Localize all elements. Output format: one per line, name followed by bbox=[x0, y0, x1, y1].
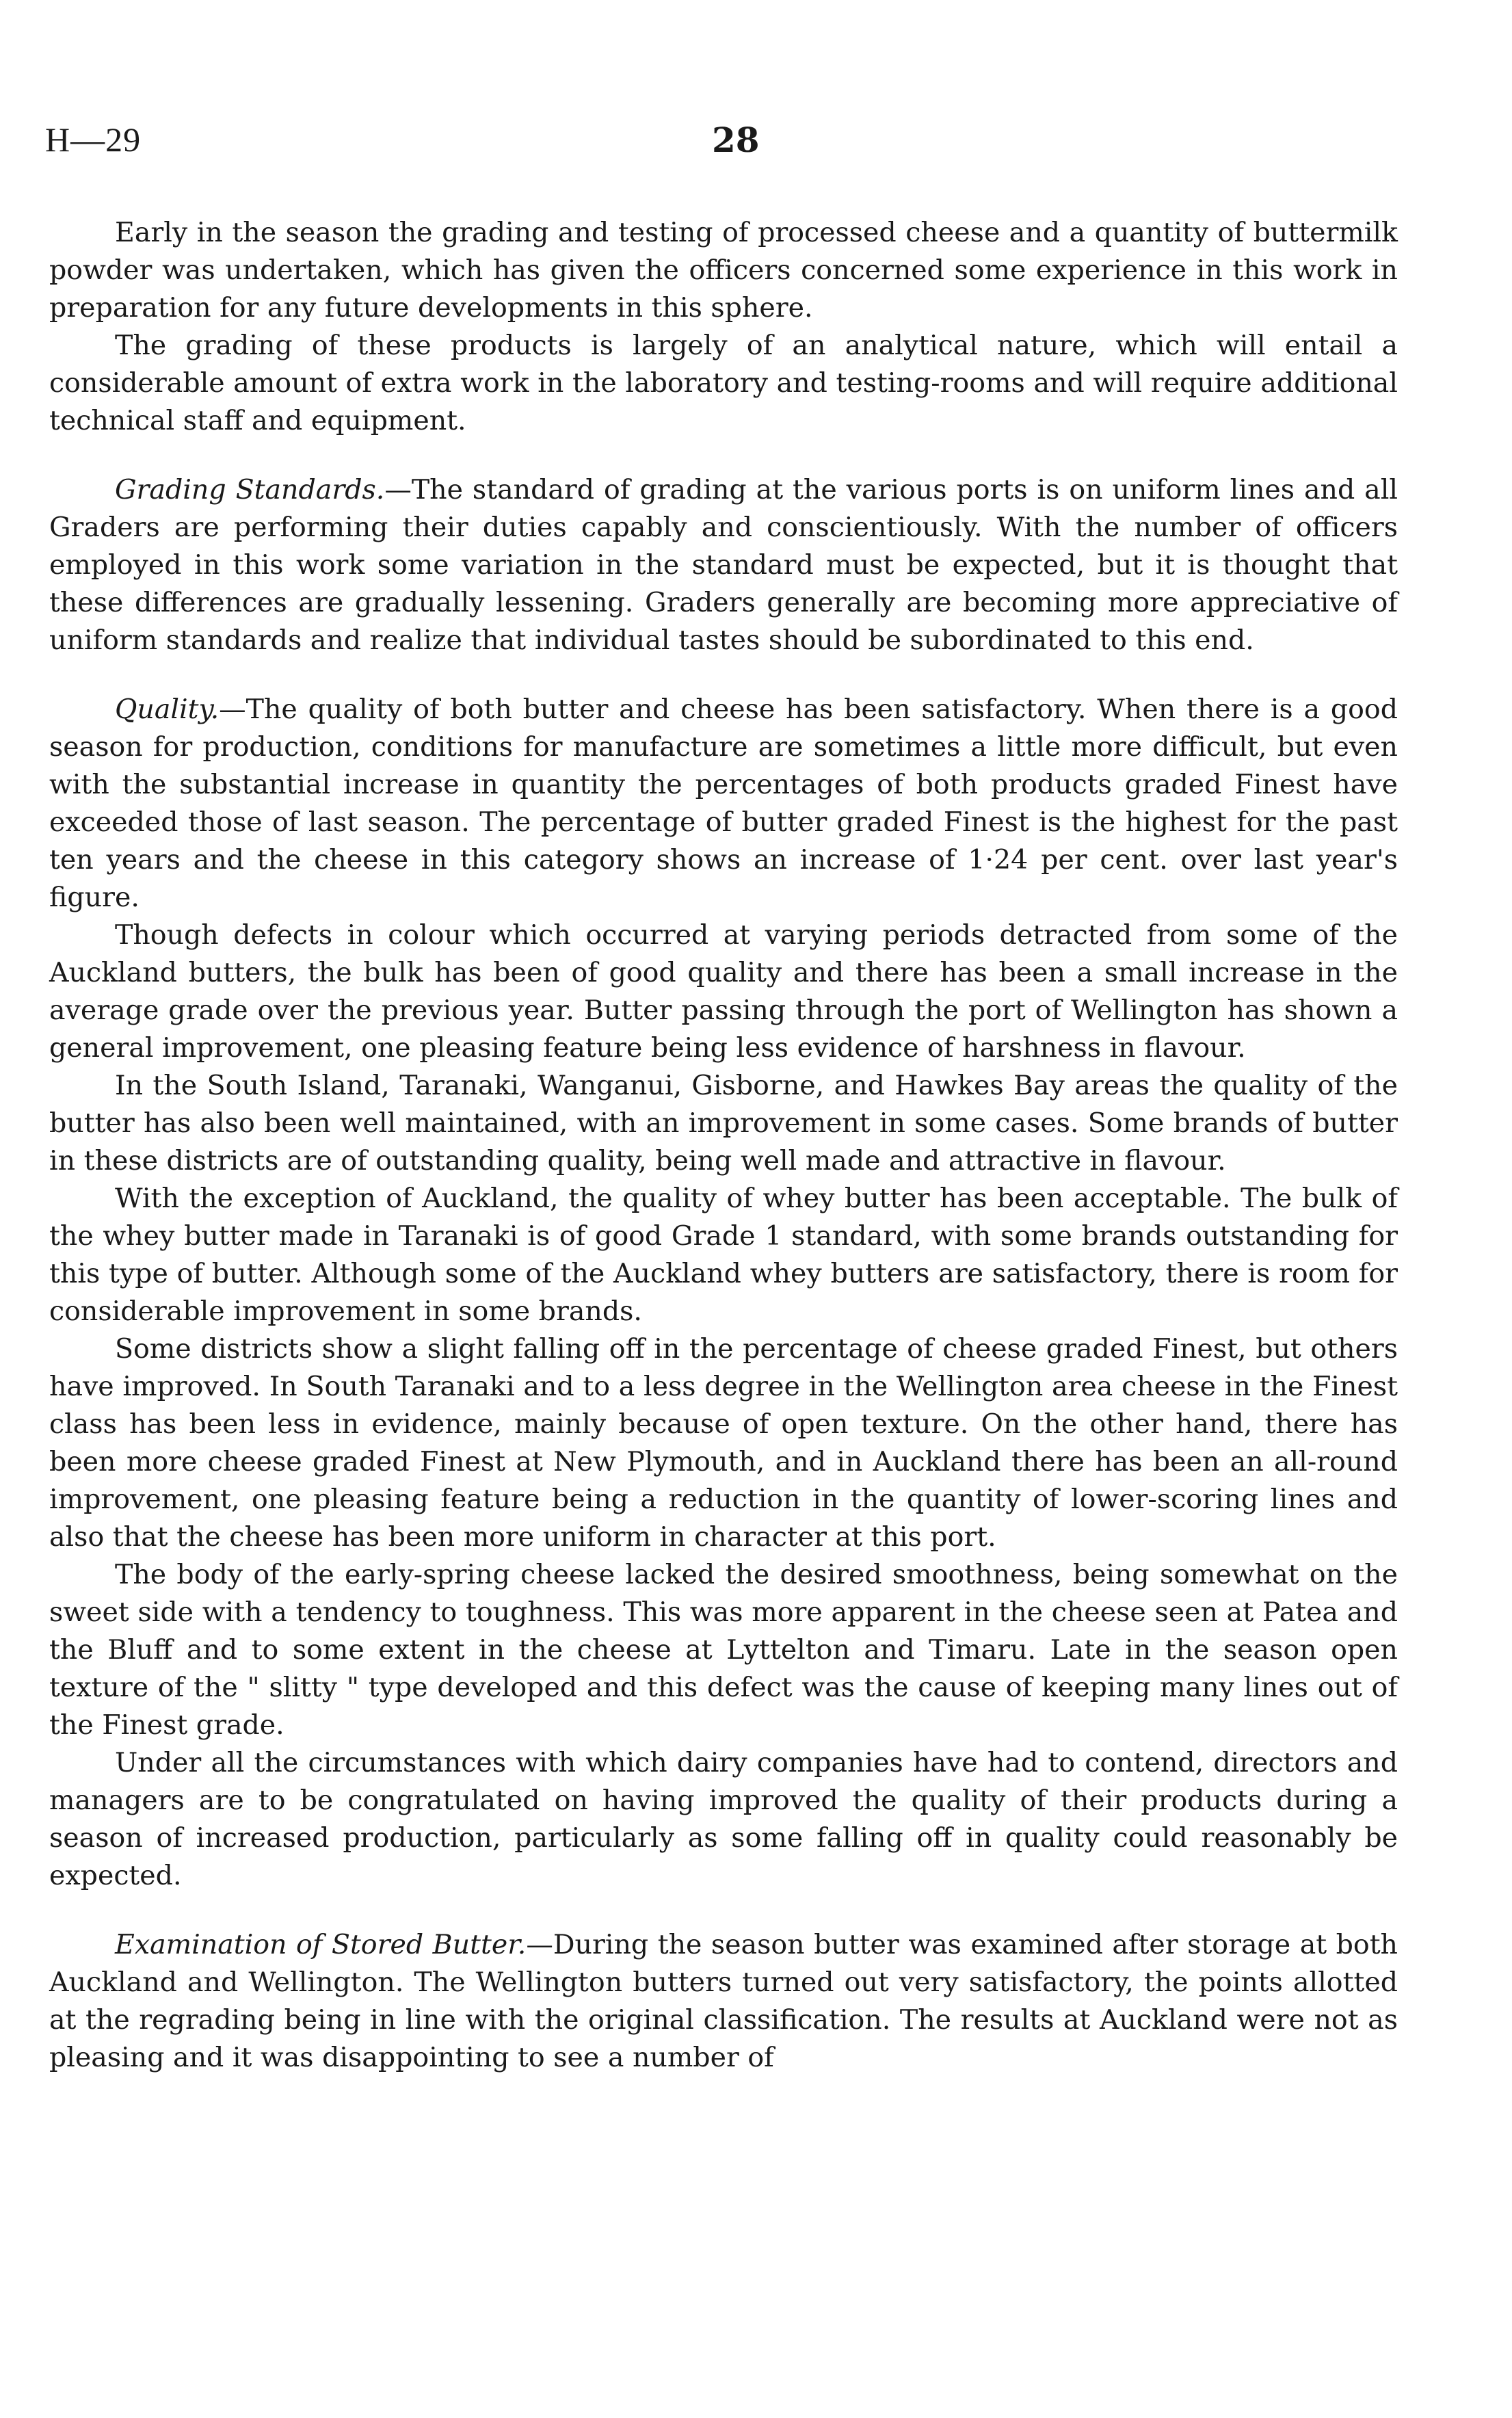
document-code: H—29 bbox=[45, 120, 142, 159]
paragraph-analytical-grading bbox=[49, 327, 1398, 440]
paragraph-auckland-butters bbox=[49, 917, 1398, 1067]
section-heading-stored-butter: Examination of Stored Butter. bbox=[115, 1929, 527, 1960]
paragraph-text: The grading of these products is largely of an analytical nature, which will entail a considerable amount of extra work in the laboratory and testing-rooms and will require additional technical staff and equipment. bbox=[49, 330, 1398, 436]
paragraph-circumstances bbox=[49, 1744, 1398, 1895]
paragraph-stored-butter bbox=[49, 1926, 1398, 2077]
paragraph-text: Though defects in colour which occurred at varying periods detracted from some of the Auckland butters, the bulk has been of good quality and there has been a small increase in the average grade over the previous year. Butter passing through the port of Wellington has shown a general improvement, one pleasing feature being less evidence of harshness in flavour. bbox=[49, 919, 1398, 1064]
paragraph-cheese-districts bbox=[49, 1330, 1398, 1556]
section-heading-grading-standards: Grading Standards. bbox=[115, 474, 385, 505]
paragraph-text: The body of the early-spring cheese lacked the desired smoothness, being somewhat on the sweet side with a tendency to toughness. This was more apparent in the cheese seen at Patea and the Bluff and to some extent in the cheese at Lyttelton and Timaru. Late in the season open texture of the " slitty " type developed and this defect was the cause of keeping many lines out of the Finest grade. bbox=[49, 1559, 1398, 1741]
page-number: 28 bbox=[712, 120, 760, 160]
paragraph-grading-standards bbox=[49, 471, 1398, 659]
paragraph-text: —The quality of both butter and cheese has been satisfactory. When there is a good season for production, conditions for manufacture are sometimes a little more difficult, but even with the substantial increase in quantity the percentages of both products graded Finest have exceeded those of last season. The percentage of butter graded Finest is the highest for the past ten years and the cheese in this category shows an increase of 1·24 per cent. over last year's figure. bbox=[49, 694, 1398, 913]
paragraph-text: —The standard of grading at the various ports is on uniform lines and all Graders are performing their duties capably and conscientiously. With the number of officers employed in this work some variation in the standard must be expected, but it is thought that these differences are gradually lessening. Graders generally are becoming more appreciative of uniform standards and realize that individual tastes should be subordinated to this end. bbox=[49, 474, 1398, 656]
section-heading-quality: Quality. bbox=[115, 694, 220, 725]
paragraph-processed-cheese bbox=[49, 214, 1398, 327]
paragraph-south-island bbox=[49, 1067, 1398, 1180]
page-header bbox=[45, 120, 1413, 174]
paragraph-text: Early in the season the grading and testing of processed cheese and a quantity of buttermilk powder was undertaken, which has given the officers concerned some experience in this work in preparation for any future developments in this sphere. bbox=[49, 217, 1398, 324]
paragraph-text: In the South Island, Taranaki, Wanganui, Gisborne, and Hawkes Bay areas the quality of the butter has also been well maintained, with an improvement in some cases. Some brands of butter in these districts are of outstanding quality, being well made and attractive in flavour. bbox=[49, 1070, 1398, 1177]
paragraph-quality bbox=[49, 691, 1398, 917]
paragraph-text: With the exception of Auckland, the quality of whey butter has been acceptable. The bulk of the whey butter made in Taranaki is of good Grade 1 standard, with some brands outstanding for this type of butter. Although some of the Auckland whey butters are satisfactory, there is room for considerable improvement in some brands. bbox=[49, 1183, 1398, 1327]
paragraph-text: Some districts show a slight falling off in the percentage of cheese graded Finest, but others have improved. In South Taranaki and to a less degree in the Wellington area cheese in the Finest class has been less in evidence, mainly because of open texture. On the other hand, there has been more cheese graded Finest at New Plymouth, and in Auckland there has been an all-round improvement, one pleasing feature being a reduction in the quantity of lower-scoring lines and also that the cheese has been more uniform in character at this port. bbox=[49, 1333, 1398, 1553]
body-text bbox=[49, 214, 1398, 2077]
paragraph-text: Under all the circumstances with which dairy companies have had to contend, directors and managers are to be congratulated on having improved the quality of their products during a season of increased production, particularly as some falling off in quality could reasonably be expected. bbox=[49, 1747, 1398, 1891]
paragraph-text: —During the season butter was examined after storage at both Auckland and Wellington. The Wellington butters turned out very satisfactory, the points allotted at the regrading being in line with the original classification. The results at Auckland were not as pleasing and it was disappointing to see a number of bbox=[49, 1929, 1398, 2073]
paragraph-whey-butter bbox=[49, 1180, 1398, 1330]
paragraph-early-spring-cheese bbox=[49, 1556, 1398, 1744]
